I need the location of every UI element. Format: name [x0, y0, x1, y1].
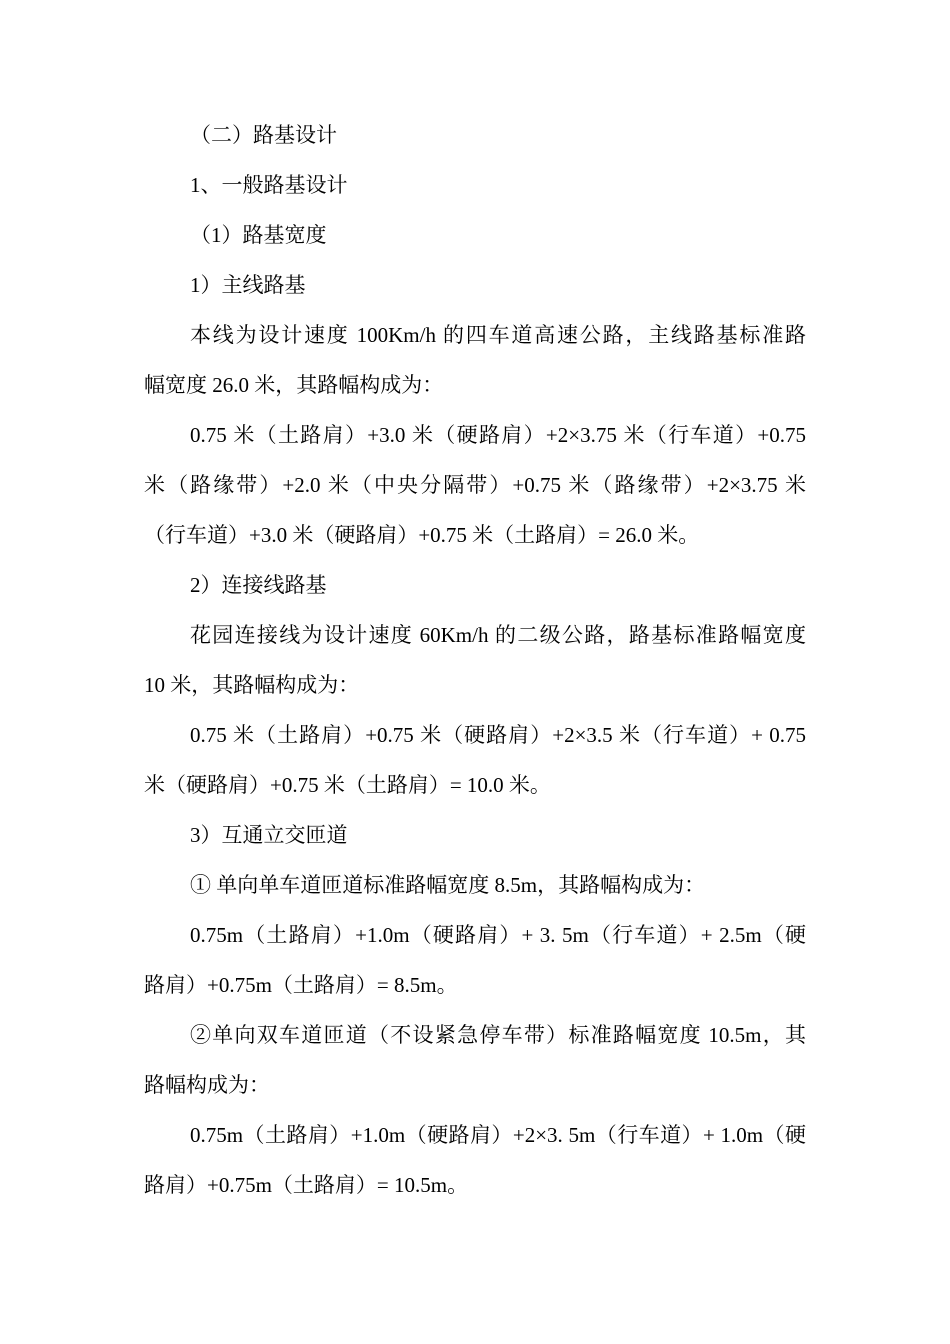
text-line: 米（路缘带）+2.0 米（中央分隔带）+0.75 米（路缘带）+2×3.75 米	[144, 473, 806, 497]
main-line-formula	[144, 410, 806, 560]
main-line-description	[144, 310, 806, 410]
link-line-formula	[144, 710, 806, 810]
text-line: 米（硬路肩）+0.75 米（土路肩）= 10.0 米。	[144, 773, 551, 797]
text-line: 0.75m（土路肩）+1.0m（硬路肩）+2×3. 5m（行车道）+ 1.0m（硬	[190, 1123, 806, 1147]
subsubsection-heading: （1）路基宽度	[190, 223, 327, 247]
text-line: 幅宽度 26.0 米，其路幅构成为：	[144, 373, 444, 397]
text-line: 路肩）+0.75m（土路肩）= 10.5m。	[144, 1173, 469, 1197]
document-page	[144, 110, 806, 1210]
ramp-double-description	[144, 1010, 806, 1110]
link-line-heading: 2）连接线路基	[190, 573, 327, 597]
text-line: 0.75 米（土路肩）+0.75 米（硬路肩）+2×3.5 米（行车道）+ 0.75	[190, 723, 806, 747]
text-line: 10 米，其路幅构成为：	[144, 673, 360, 697]
ramp-double-formula	[144, 1110, 806, 1210]
text-line: 路肩）+0.75m（土路肩）= 8.5m。	[144, 973, 458, 997]
main-line-heading: 1）主线路基	[190, 273, 306, 297]
subsection-heading: 1、一般路基设计	[190, 173, 348, 197]
section-heading: （二）路基设计	[190, 123, 337, 147]
link-line-description	[144, 610, 806, 710]
ramp-single-description: ① 单向单车道匝道标准路幅宽度 8.5m，其路幅构成为：	[190, 873, 706, 897]
text-line: （行车道）+3.0 米（硬路肩）+0.75 米（土路肩）= 26.0 米。	[144, 523, 700, 547]
text-line: 花园连接线为设计速度 60Km/h 的二级公路，路基标准路幅宽度	[190, 623, 806, 647]
text-line: 0.75 米（土路肩）+3.0 米（硬路肩）+2×3.75 米（行车道）+0.75	[190, 423, 806, 447]
ramp-single-formula	[144, 910, 806, 1010]
text-line: ②单向双车道匝道（不设紧急停车带）标准路幅宽度 10.5m，其	[190, 1023, 806, 1047]
text-line: 路幅构成为：	[144, 1073, 270, 1097]
text-line: 0.75m（土路肩）+1.0m（硬路肩）+ 3. 5m（行车道）+ 2.5m（硬	[190, 923, 806, 947]
text-line: 本线为设计速度 100Km/h 的四车道高速公路，主线路基标准路	[190, 323, 806, 347]
ramp-heading: 3）互通立交匝道	[190, 823, 348, 847]
